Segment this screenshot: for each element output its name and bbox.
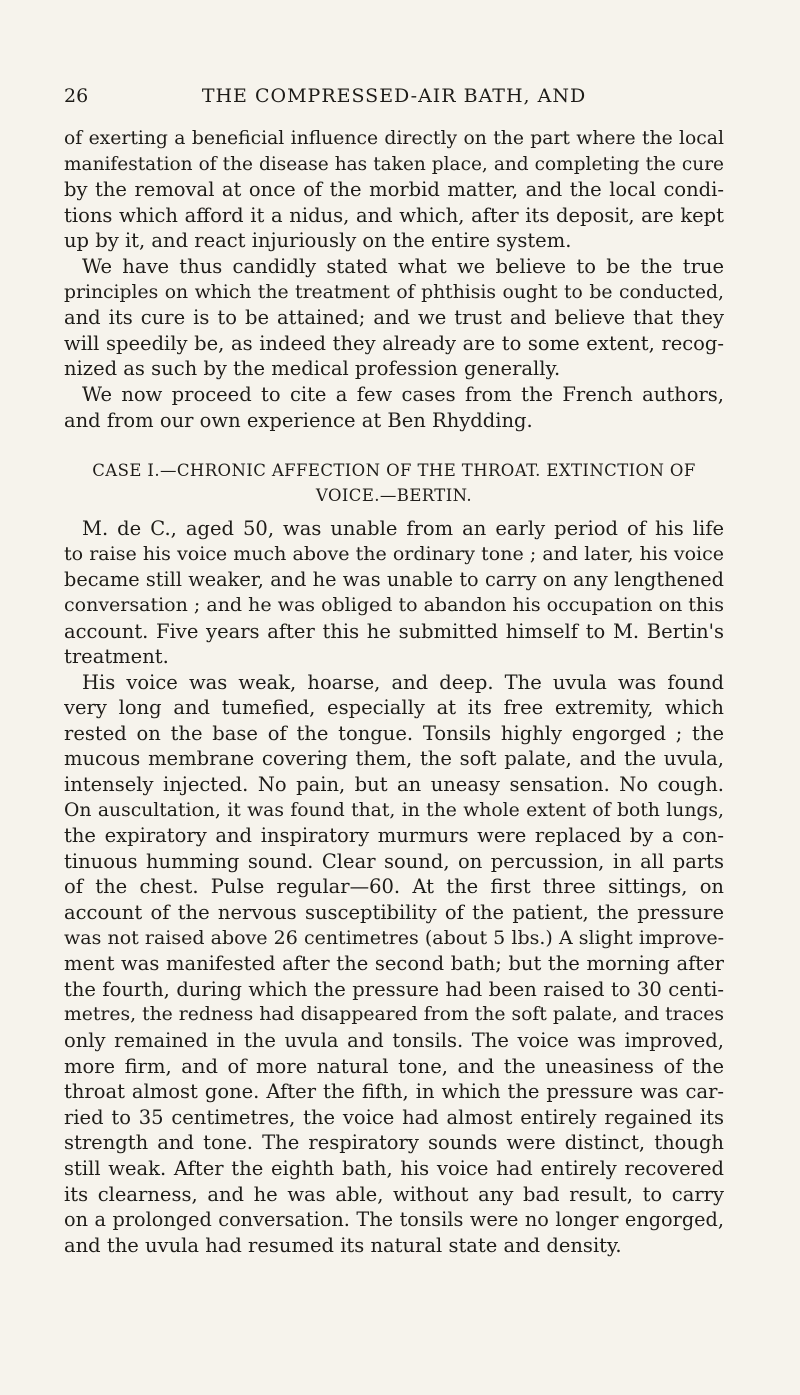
text-line: M. de C., aged 50, was unable from an early period of his life bbox=[82, 517, 724, 541]
text-line: throat almost gone. After the fifth, in which the pressure was car- bbox=[64, 1080, 724, 1104]
text-line: will speedily be, as indeed they already are to some extent, recog- bbox=[64, 331, 724, 355]
text-line: and its cure is to be attained; and we trust and believe that they bbox=[64, 306, 724, 330]
page-number: 26 bbox=[64, 85, 89, 107]
text-line: its clearness, and he was able, without any bad result, to carry bbox=[64, 1182, 724, 1206]
text-line: was not raised above 26 centimetres (about 5 lbs.) A slight improve- bbox=[64, 926, 724, 949]
text-line: on a prolonged conversation. The tonsils were no longer engorged, bbox=[64, 1208, 724, 1232]
text-line: and the uvula had resumed its natural state and density. bbox=[64, 1233, 622, 1257]
text-line: mucous membrane covering them, the soft palate, and the uvula, bbox=[64, 747, 724, 771]
paragraph-case-treatment bbox=[64, 670, 724, 1259]
text-line: became still weaker, and he was unable to carry on any lengthened bbox=[64, 568, 724, 592]
paragraph-principles bbox=[64, 254, 724, 382]
text-line: of the chest. Pulse regular—60. At the first three sittings, on bbox=[64, 875, 724, 899]
text-line: of exerting a beneficial influence directly on the part where the local bbox=[64, 128, 724, 149]
text-line: metres, the redness had disappeared from the soft palate, and traces bbox=[64, 1004, 724, 1026]
paragraph-case-history bbox=[64, 516, 724, 670]
case-heading-line: CASE I.—CHRONIC AFFECTION OF THE THROAT. EXTINCTION OF bbox=[92, 461, 696, 481]
paragraph-intro bbox=[64, 126, 724, 254]
text-line: still weak. After the eighth bath, his voice had entirely recovered bbox=[64, 1156, 724, 1180]
text-line: the fourth, during which the pressure had been raised to 30 centi- bbox=[64, 977, 724, 1001]
text-line: only remained in the uvula and tonsils. The voice was improved, bbox=[64, 1029, 724, 1052]
case-heading bbox=[64, 458, 724, 508]
text-line: treatment. bbox=[64, 645, 169, 669]
text-line: more firm, and of more natural tone, and the uneasiness of the bbox=[64, 1054, 724, 1078]
text-line: tions which afford it a nidus, and which, after its deposit, are kept bbox=[64, 203, 724, 227]
text-line: We now proceed to cite a few cases from the French authors, bbox=[82, 382, 724, 406]
text-line: and from our own experience at Ben Rhydding. bbox=[64, 408, 533, 432]
text-line: to raise his voice much above the ordinary tone ; and later, his voice bbox=[64, 542, 724, 565]
text-line: On auscultation, it was found that, in the whole extent of both lungs, bbox=[64, 799, 724, 821]
text-line: up by it, and react injuriously on the entire system. bbox=[64, 229, 572, 253]
text-line: We have thus candidly stated what we believe to be the true bbox=[82, 254, 724, 278]
text-line: intensely injected. No pain, but an uneasy sensation. No cough. bbox=[64, 773, 724, 797]
text-line: principles on which the treatment of phthisis ought to be conducted, bbox=[64, 281, 724, 303]
text-line: tinuous humming sound. Clear sound, on percussion, in all parts bbox=[64, 849, 724, 873]
running-title: THE COMPRESSED-AIR BATH, AND bbox=[201, 85, 587, 107]
text-line: conversation ; and he was obliged to abandon his occupation on this bbox=[64, 593, 724, 616]
text-line: account. Five years after this he submitted himself to M. Bertin's bbox=[64, 619, 724, 643]
paragraph-cases-intro bbox=[64, 382, 724, 433]
text-line: ried to 35 centimetres, the voice had almost entirely regained its bbox=[64, 1105, 724, 1129]
text-line: manifestation of the disease has taken place, and completing the cure bbox=[64, 153, 724, 175]
text-line: very long and tumefied, especially at its free extremity, which bbox=[64, 696, 724, 720]
case-heading-line: VOICE.—BERTIN. bbox=[315, 486, 473, 506]
text-line: the expiratory and inspiratory murmurs were replaced by a con- bbox=[64, 824, 724, 848]
text-line: ment was manifested after the second bath; but the morning after bbox=[64, 952, 724, 976]
page-header bbox=[64, 82, 724, 110]
text-line: by the removal at once of the morbid matter, and the local condi- bbox=[64, 178, 724, 202]
text-line: His voice was weak, hoarse, and deep. The uvula was found bbox=[82, 670, 724, 694]
text-line: rested on the base of the tongue. Tonsils highly engorged ; the bbox=[64, 721, 724, 745]
text-line: strength and tone. The respiratory sounds were distinct, though bbox=[64, 1131, 724, 1155]
text-line: nized as such by the medical profession generally. bbox=[64, 357, 561, 381]
text-line: account of the nervous susceptibility of the patient, the pressure bbox=[64, 901, 724, 925]
page-body bbox=[64, 126, 724, 1258]
